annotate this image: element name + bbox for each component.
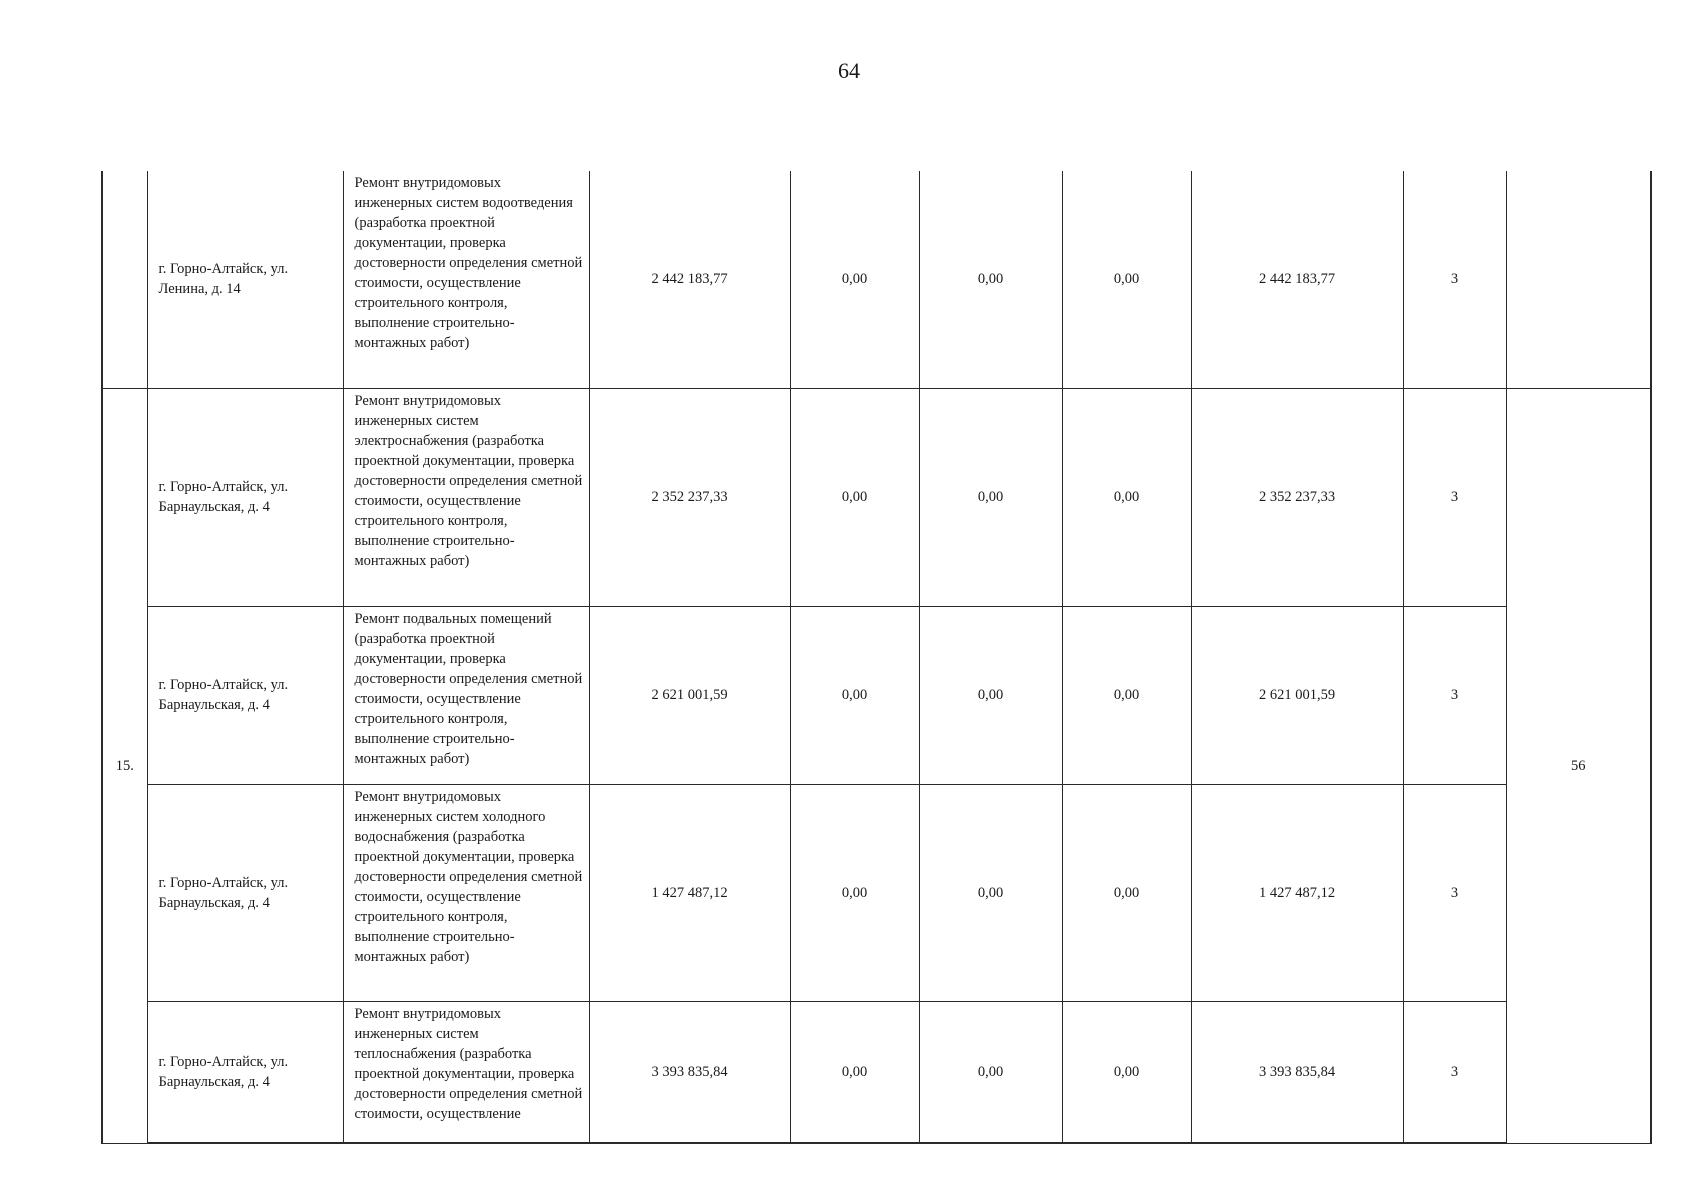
- work-description-cell: [343, 606, 589, 784]
- funding-cell: 0,00: [790, 171, 919, 388]
- group-number-cell: 15.: [102, 388, 147, 1143]
- funding-cell: 0,00: [790, 606, 919, 784]
- funding-cell: 0,00: [790, 784, 919, 1001]
- address-text: г. Горно-Алтайск, ул. Ленина, д. 14: [158, 261, 289, 298]
- address-text: г. Горно-Алтайск, ул. Барнаульская, д. 4: [158, 874, 289, 911]
- table-row: [102, 1001, 1651, 1143]
- work-description-cell: [343, 388, 589, 606]
- work-description-text: Ремонт внутридомовых инженерных систем теплоснабжения (разработка проектной документации, проверка достоверности определения сметной стоимости, осуществление: [354, 1005, 583, 1122]
- funding-cell: 0,00: [919, 171, 1062, 388]
- address-cell: [147, 606, 343, 784]
- year-code-cell: 3: [1403, 606, 1506, 784]
- year-code-cell: 3: [1403, 388, 1506, 606]
- funding-cell: 0,00: [790, 388, 919, 606]
- funding-cell: 0,00: [919, 1001, 1062, 1143]
- owner-funds-cell: 2 621 001,59: [1191, 606, 1403, 784]
- table-row: [102, 171, 1651, 388]
- repair-program-table: [101, 171, 1652, 1144]
- work-description-cell: [343, 171, 589, 388]
- address-text: г. Горно-Алтайск, ул. Барнаульская, д. 4: [158, 677, 289, 713]
- table-row: [102, 606, 1651, 784]
- address-cell: [147, 388, 343, 606]
- address-cell: [147, 1001, 343, 1143]
- owner-funds-cell: 1 427 487,12: [1191, 784, 1403, 1001]
- address-cell: [147, 171, 343, 388]
- group-count-cell: 56: [1506, 388, 1651, 1143]
- row-number-cell-empty: [102, 171, 147, 388]
- address-text: г. Горно-Алтайск, ул. Барнаульская, д. 4: [158, 479, 289, 515]
- owner-funds-cell: 3 393 835,84: [1191, 1001, 1403, 1143]
- funding-cell: 0,00: [1062, 1001, 1191, 1143]
- funding-cell: 0,00: [919, 606, 1062, 784]
- year-code-cell: 3: [1403, 171, 1506, 388]
- work-description-text: Ремонт внутридомовых инженерных систем электроснабжения (разработка проектной документации, проверка достоверности определения сметной стоимости, осуществление строительного контроля, выполнение строительно-монтажных работ): [354, 392, 583, 569]
- work-description-text: Ремонт подвальных помещений (разработка проектной документации, проверка достоверности определения сметной стоимости, осуществление строительного контроля, выполнение строительно-монтажных работ): [354, 610, 583, 767]
- work-description-cell: [343, 784, 589, 1001]
- total-cost-cell: 2 442 183,77: [589, 171, 790, 388]
- address-text: г. Горно-Алтайск, ул. Барнаульская, д. 4: [158, 1053, 289, 1090]
- total-cost-cell: 2 621 001,59: [589, 606, 790, 784]
- total-cost-cell: 1 427 487,12: [589, 784, 790, 1001]
- total-cost-cell: 2 352 237,33: [589, 388, 790, 606]
- table-row: [102, 388, 1651, 606]
- work-description-text: Ремонт внутридомовых инженерных систем водоотведения (разработка проектной документации, проверка достоверности определения сметной стоимости, осуществление строительного контроля, выполнение строительно-монтажных работ): [354, 175, 583, 351]
- funding-cell: 0,00: [1062, 606, 1191, 784]
- address-cell: [147, 784, 343, 1001]
- page-number: 64: [838, 58, 860, 83]
- count-cell-empty: [1506, 171, 1651, 388]
- funding-cell: 0,00: [919, 784, 1062, 1001]
- funding-cell: 0,00: [919, 388, 1062, 606]
- year-code-cell: 3: [1403, 784, 1506, 1001]
- owner-funds-cell: 2 442 183,77: [1191, 171, 1403, 388]
- table-row: [102, 784, 1651, 1001]
- total-cost-cell: 3 393 835,84: [589, 1001, 790, 1143]
- owner-funds-cell: 2 352 237,33: [1191, 388, 1403, 606]
- funding-cell: 0,00: [1062, 784, 1191, 1001]
- funding-cell: 0,00: [1062, 171, 1191, 388]
- year-code-cell: 3: [1403, 1001, 1506, 1143]
- work-description-text: Ремонт внутридомовых инженерных систем холодного водоснабжения (разработка проектной документации, проверка достоверности определения сметной стоимости, осуществление строительного контроля, выполнение строительно-монтажных работ): [354, 788, 583, 965]
- funding-cell: 0,00: [1062, 388, 1191, 606]
- funding-cell: 0,00: [790, 1001, 919, 1143]
- work-description-cell: [343, 1001, 589, 1143]
